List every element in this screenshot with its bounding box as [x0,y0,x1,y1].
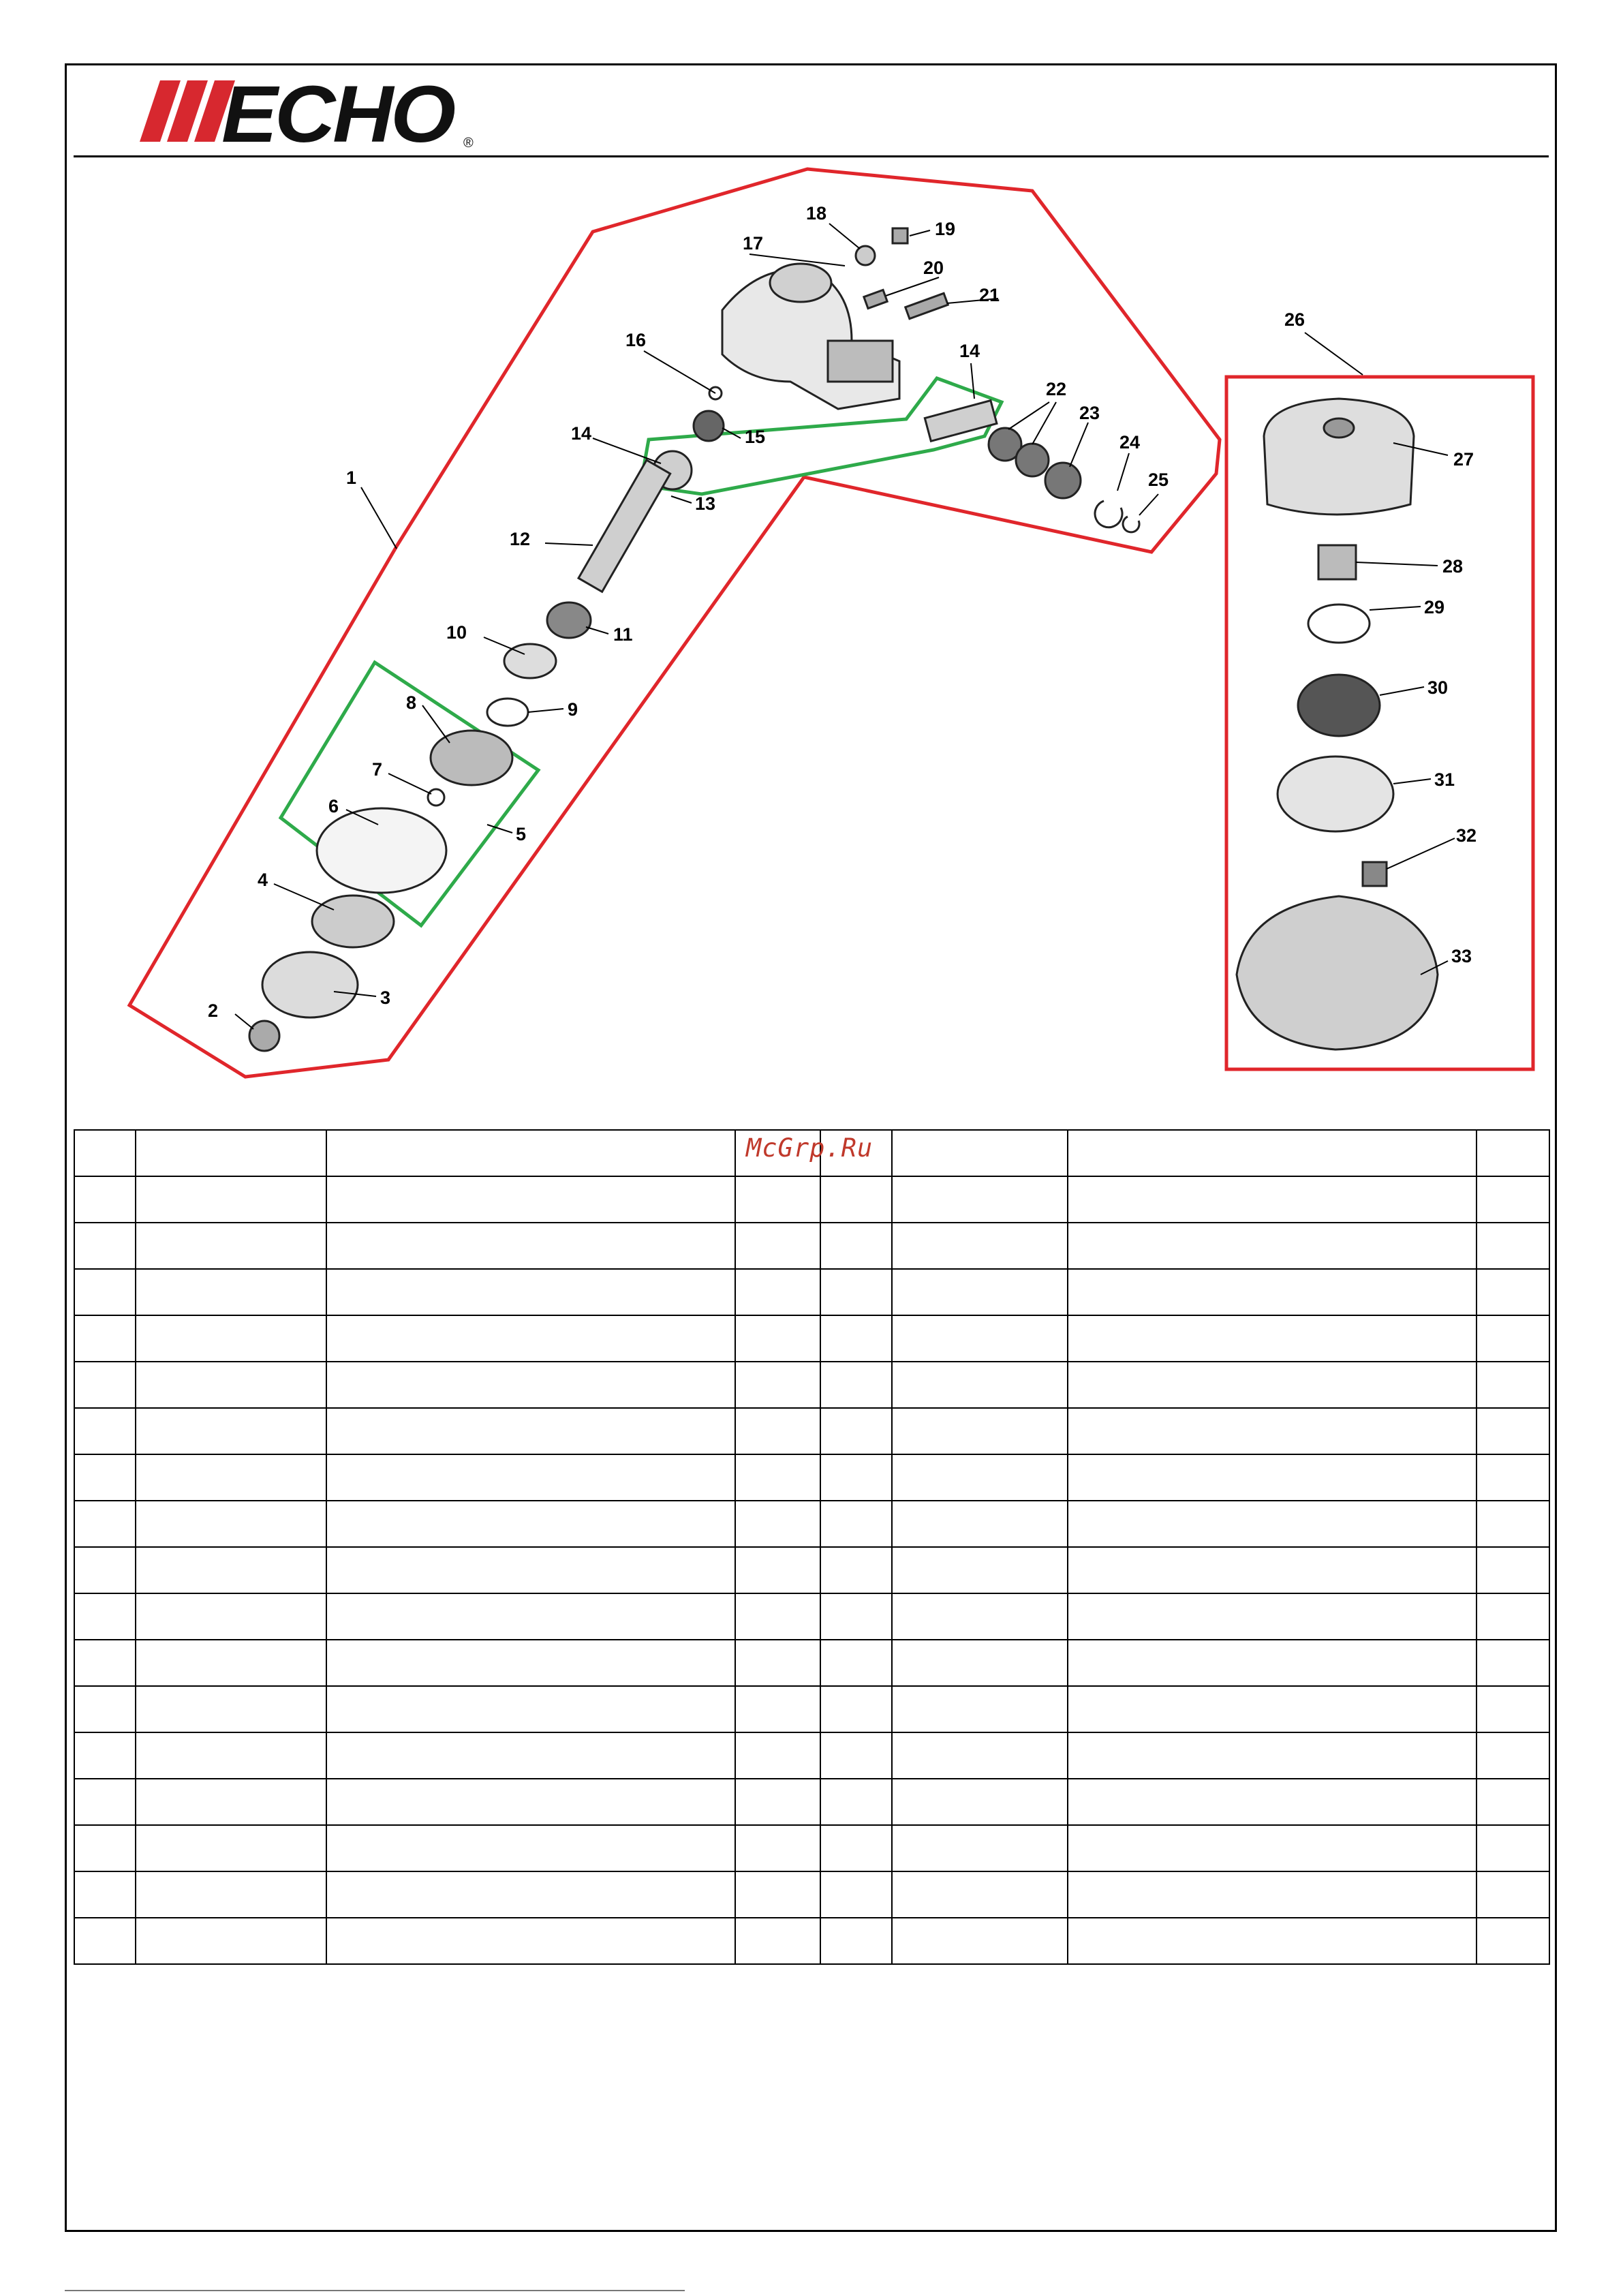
head-base-33 [1237,896,1438,1050]
table-cell [1477,1408,1549,1454]
table-cell [326,1825,735,1871]
table-cell [136,1871,326,1918]
table-cell [74,1130,136,1176]
table-cell [892,1269,1068,1315]
bolt-20 [864,290,887,308]
table-cell [136,1362,326,1408]
table-cell [136,1408,326,1454]
bolt-19 [893,228,908,243]
table-cell [74,1779,136,1825]
head-cover-27 [1264,399,1414,515]
table-cell [74,1408,136,1454]
table-cell [820,1871,892,1918]
table-cell [136,1315,326,1362]
table-cell [1068,1918,1477,1964]
parts-list-table [74,1129,1550,1965]
table-cell [1477,1501,1549,1547]
table-cell [1068,1408,1477,1454]
head-cover-hole [1324,418,1354,438]
table-row [74,1223,1549,1269]
table-cell [326,1640,735,1686]
table-cell [820,1362,892,1408]
table-cell [136,1918,326,1964]
table-cell [1477,1130,1549,1176]
callout-14-bevel: 14 [571,423,592,444]
table-cell [892,1779,1068,1825]
table-cell [1068,1732,1477,1779]
table-cell [1068,1825,1477,1871]
callout-5: 5 [516,824,527,844]
table-cell [735,1408,820,1454]
table-cell [1068,1547,1477,1593]
table-cell [735,1825,820,1871]
table-cell [1477,1825,1549,1871]
table-row [74,1315,1549,1362]
table-cell [735,1779,820,1825]
table-row [74,1501,1549,1547]
table-cell [1477,1269,1549,1315]
table-cell [735,1501,820,1547]
table-cell [74,1593,136,1640]
table-row [74,1825,1549,1871]
spool-31 [1278,756,1393,831]
table-cell [74,1269,136,1315]
table-cell [1068,1871,1477,1918]
table-cell [1477,1593,1549,1640]
table-cell [820,1454,892,1501]
table-row [74,1454,1549,1501]
callout-26: 26 [1284,309,1305,330]
table-cell [892,1315,1068,1362]
table-cell [326,1732,735,1779]
callout-9: 9 [568,699,578,720]
callout-13: 13 [695,493,716,514]
callout-24: 24 [1119,432,1141,453]
cover-3 [262,952,358,1017]
bearing-23 [1045,463,1081,498]
table-cell [326,1315,735,1362]
table-row [74,1176,1549,1223]
bearing-22b [1016,444,1049,476]
footer-rule [65,2290,685,2291]
table-cell [820,1779,892,1825]
callout-21: 21 [979,285,1000,305]
table-row [74,1871,1549,1918]
table-cell [820,1501,892,1547]
table-cell [1477,1315,1549,1362]
washer-4 [312,896,394,947]
nut-28 [1318,545,1356,579]
table-cell [892,1501,1068,1547]
table-cell [892,1454,1068,1501]
exploded-parts-diagram [0,0,1623,1124]
table-cell [1477,1871,1549,1918]
callout-1: 1 [346,468,357,488]
table-cell [735,1362,820,1408]
disc-6 [317,808,446,893]
callout-6: 6 [328,796,339,816]
table-cell [1068,1223,1477,1269]
callout-29: 29 [1424,597,1445,617]
table-cell [735,1176,820,1223]
table-row [74,1362,1549,1408]
table-row [74,1640,1549,1686]
table-cell [136,1130,326,1176]
table-cell [74,1732,136,1779]
table-cell [735,1686,820,1732]
table-cell [892,1732,1068,1779]
table-cell [820,1223,892,1269]
table-cell [1068,1315,1477,1362]
snap-ring-25 [1123,517,1139,532]
callout-3: 3 [380,988,391,1008]
table-cell [892,1640,1068,1686]
table-cell [1477,1547,1549,1593]
callout-8: 8 [406,692,417,713]
table-cell [74,1362,136,1408]
table-cell [136,1501,326,1547]
table-cell [326,1408,735,1454]
table-row [74,1779,1549,1825]
callout-12: 12 [510,529,531,549]
table-cell [136,1593,326,1640]
table-cell [1068,1501,1477,1547]
table-cell [892,1593,1068,1640]
table-cell [1068,1640,1477,1686]
table-cell [892,1408,1068,1454]
table-cell [820,1315,892,1362]
callout-22: 22 [1046,379,1067,399]
table-cell [136,1825,326,1871]
callout-20: 20 [923,258,944,278]
callout-19: 19 [935,219,956,239]
table-cell [326,1176,735,1223]
parts-table-body [74,1130,1549,1964]
brand-wordmark: ECHO [221,74,455,150]
callout-30: 30 [1427,677,1449,698]
table-cell [1477,1223,1549,1269]
registered-mark: ® [463,136,474,150]
bearing-11 [547,602,591,638]
table-cell [820,1686,892,1732]
table-cell [326,1130,735,1176]
table-cell [326,1686,735,1732]
table-cell [735,1547,820,1593]
table-cell [326,1223,735,1269]
gear-case-outline [129,169,1220,1077]
table-cell [136,1640,326,1686]
table-cell [326,1593,735,1640]
table-cell [892,1176,1068,1223]
table-cell [1068,1593,1477,1640]
snap-ring-24 [1095,501,1122,527]
callout-2: 2 [208,1000,219,1021]
callout-15: 15 [745,427,766,447]
table-cell [892,1223,1068,1269]
table-cell [1068,1130,1477,1176]
table-row [74,1732,1549,1779]
watermark: McGrp.Ru [746,1133,874,1163]
table-row [74,1408,1549,1454]
table-cell [735,1269,820,1315]
table-cell [74,1640,136,1686]
table-cell [326,1918,735,1964]
table-cell [892,1130,1068,1176]
table-cell [892,1825,1068,1871]
bearing-15 [694,411,724,441]
table-cell [136,1686,326,1732]
table-cell [1068,1454,1477,1501]
callout-17: 17 [743,233,764,254]
table-cell [1477,1779,1549,1825]
bolt-21 [906,293,948,318]
table-cell [735,1454,820,1501]
table-row [74,1686,1549,1732]
table-cell [892,1871,1068,1918]
table-row [74,1547,1549,1593]
table-cell [74,1176,136,1223]
table-cell [1477,1686,1549,1732]
gear-case-housing [722,264,899,409]
table-row [74,1269,1549,1315]
table-cell [136,1269,326,1315]
callout-27: 27 [1453,449,1474,470]
table-cell [735,1871,820,1918]
table-cell [1068,1176,1477,1223]
table-cell [1477,1732,1549,1779]
table-cell [735,1223,820,1269]
footer-mark [1318,2284,1414,2289]
callout-31: 31 [1434,769,1455,790]
snap-ring-9 [487,699,528,726]
table-cell [74,1223,136,1269]
table-cell [820,1825,892,1871]
table-cell [1068,1269,1477,1315]
callout-7: 7 [372,759,383,780]
table-cell [820,1640,892,1686]
table-cell [74,1501,136,1547]
callout-33: 33 [1451,946,1472,966]
table-cell [74,1547,136,1593]
table-cell [1477,1918,1549,1964]
table-cell [892,1918,1068,1964]
callout-11: 11 [613,624,633,645]
nut-2 [249,1021,279,1051]
table-cell [326,1779,735,1825]
table-cell [892,1362,1068,1408]
spool-line-30 [1298,675,1380,736]
table-cell [820,1408,892,1454]
table-cell [1477,1362,1549,1408]
table-cell [1068,1779,1477,1825]
holder-8 [431,731,512,785]
table-cell [820,1918,892,1964]
table-cell [820,1547,892,1593]
eyelet-32 [1363,862,1387,886]
table-cell [820,1176,892,1223]
callout-32: 32 [1456,825,1477,846]
table-cell [1477,1176,1549,1223]
table-cell [1477,1640,1549,1686]
callout-10: 10 [446,622,467,643]
table-cell [326,1547,735,1593]
callout-16: 16 [625,330,647,350]
table-cell [74,1918,136,1964]
spindle-shaft [578,460,670,592]
table-cell [892,1547,1068,1593]
table-cell [1477,1454,1549,1501]
table-cell [1068,1686,1477,1732]
table-cell [136,1779,326,1825]
table-cell [136,1223,326,1269]
o-ring-7 [428,789,444,806]
table-cell [735,1918,820,1964]
table-cell [820,1732,892,1779]
table-cell [820,1593,892,1640]
table-cell [74,1686,136,1732]
table-cell [136,1547,326,1593]
table-cell [326,1501,735,1547]
table-cell [735,1315,820,1362]
table-cell [74,1315,136,1362]
table-cell [136,1176,326,1223]
table-cell [74,1871,136,1918]
table-cell [735,1593,820,1640]
callout-18: 18 [806,203,827,224]
table-cell [74,1454,136,1501]
table-cell [735,1732,820,1779]
table-cell [326,1871,735,1918]
table-cell [892,1686,1068,1732]
callout-4: 4 [258,870,268,890]
table-cell [1068,1362,1477,1408]
table-cell [820,1269,892,1315]
table-cell [74,1825,136,1871]
table-cell [735,1640,820,1686]
washer-18 [856,246,875,265]
spring-29 [1308,604,1370,643]
callout-25: 25 [1148,470,1169,490]
table-cell [326,1362,735,1408]
callout-14-pinion: 14 [959,341,980,361]
table-cell [136,1732,326,1779]
table-cell [326,1454,735,1501]
table-cell [326,1269,735,1315]
table-row [74,1593,1549,1640]
table-cell [136,1454,326,1501]
callout-28: 28 [1442,556,1464,577]
table-row [74,1918,1549,1964]
callout-23: 23 [1079,403,1100,423]
